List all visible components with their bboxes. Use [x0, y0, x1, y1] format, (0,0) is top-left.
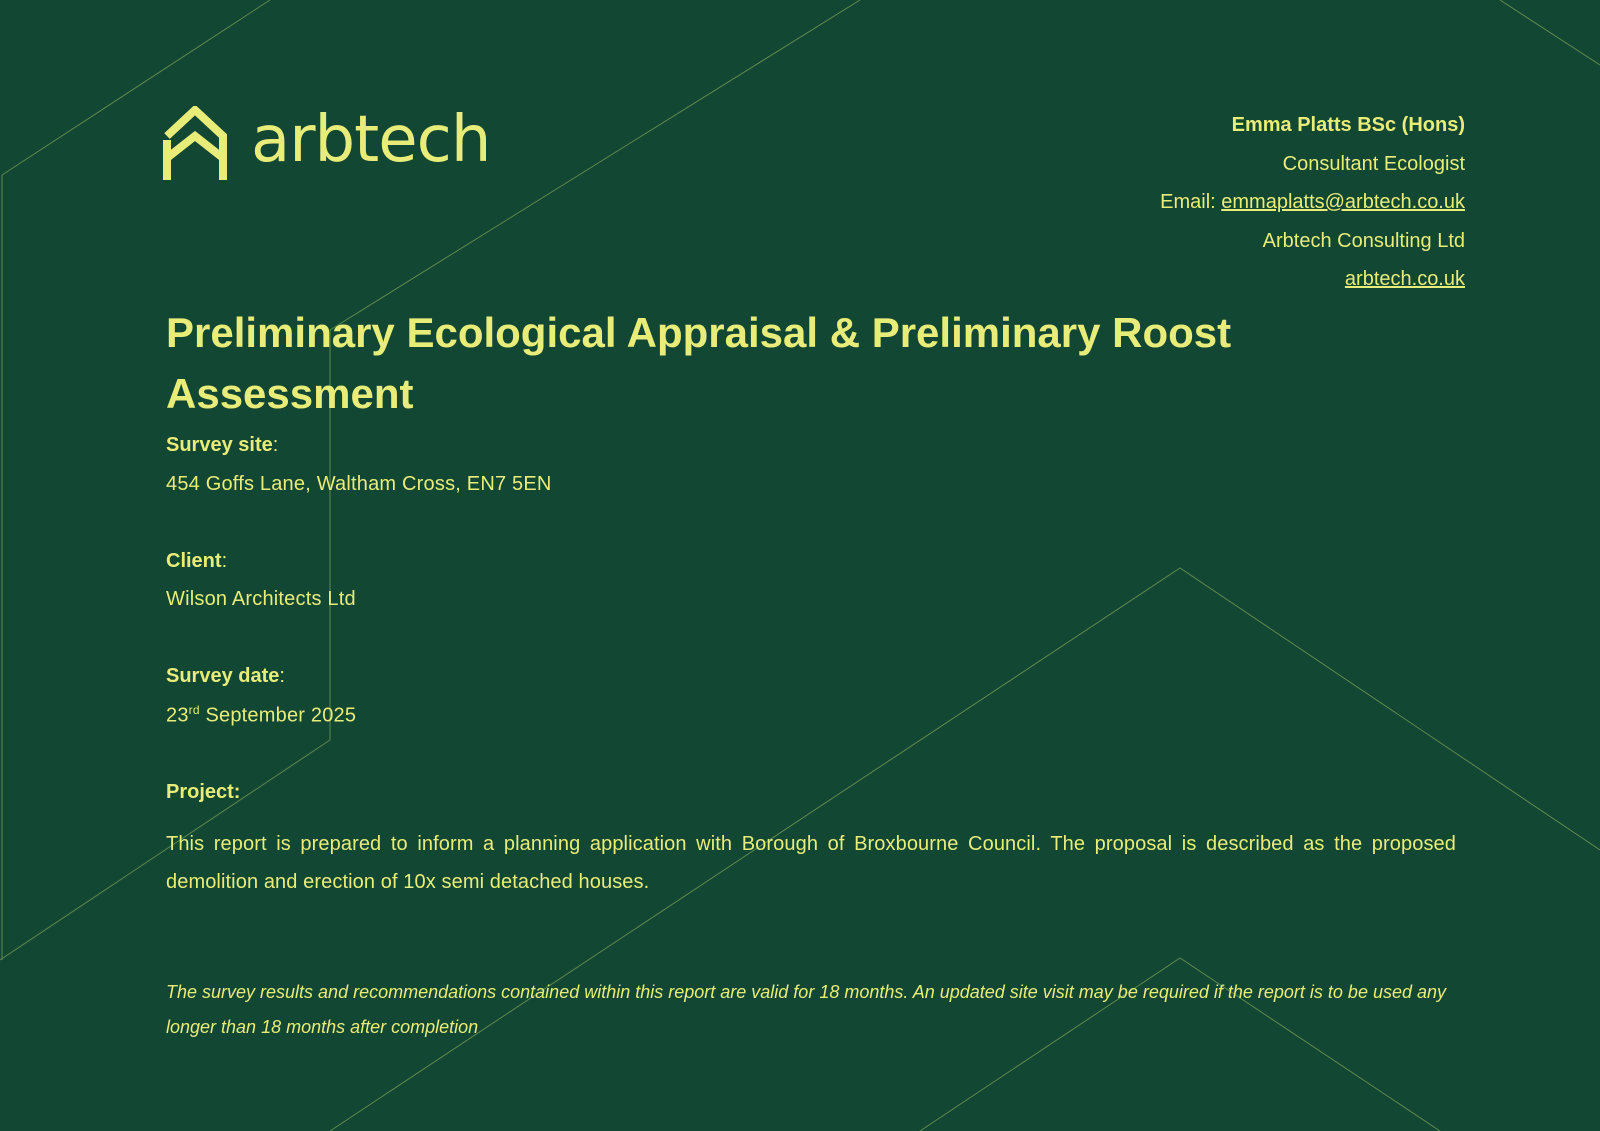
client-value: Wilson Architects Ltd: [166, 588, 356, 610]
validity-note: The survey results and recommendations contained within this report are valid for 18 months. An updated site visit may be required if the report is to be used any longer than 18 months after completion: [166, 982, 1447, 1037]
contact-email-row: [1160, 183, 1465, 222]
project-description: This report is prepared to inform a planning application with Borough of Broxbourne Council. The proposal is described as the proposed demolition and erection of 10x semi detached houses.: [166, 833, 1456, 893]
brand-name: arbtech: [251, 103, 491, 177]
brand-logo: [163, 103, 491, 182]
project-label: Project:: [166, 781, 241, 803]
arbtech-chevron-house-icon: [163, 106, 227, 182]
bg-line-top-right: [1500, 0, 1600, 65]
contact-company: Arbtech Consulting Ltd: [1262, 229, 1465, 252]
email-link[interactable]: emmaplatts@arbtech.co.uk: [1221, 191, 1465, 213]
contact-block: [1160, 106, 1465, 299]
client-label: Client:: [166, 550, 228, 572]
survey-site-value: 454 Goffs Lane, Waltham Cross, EN7 5EN: [166, 473, 552, 495]
survey-date-label: Survey date:: [166, 665, 285, 687]
report-title: Preliminary Ecological Appraisal & Preliminary Roost Assessment: [166, 309, 1232, 417]
survey-site-label: Survey site:: [166, 434, 279, 456]
contact-role: Consultant Ecologist: [1282, 152, 1465, 175]
email-label: Email:: [1160, 191, 1222, 213]
website-link[interactable]: arbtech.co.uk: [1344, 268, 1465, 290]
contact-name: Emma Platts BSc (Hons): [1231, 114, 1465, 136]
survey-date-value: 23rd September 2025: [166, 703, 357, 727]
